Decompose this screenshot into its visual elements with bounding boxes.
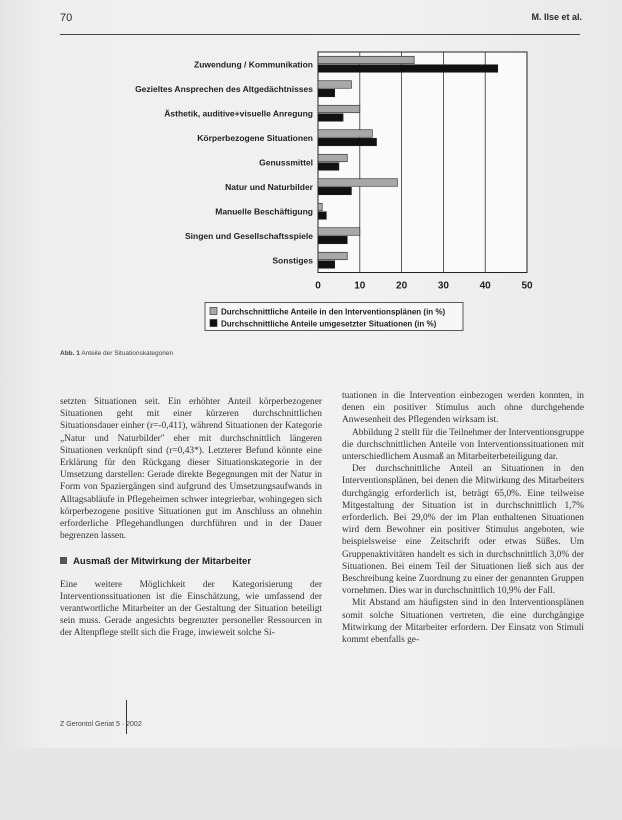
category-label: Sonstiges [272,255,313,266]
category-label: Zuwendung / Kommunikation [194,59,313,70]
section-heading-text: Ausmaß der Mitwirkung der Mitarbeiter [73,556,252,568]
bar-plan [318,105,360,113]
legend-swatch [210,308,217,315]
right-paragraph-1: tuationen in die Intervention einbezogen werden konnten, in denen ein positiver Stimulus auch ohne durchgehende Anwesenheit des Pflegenden wirksam ist. [342,391,584,426]
section-heading [60,556,322,568]
chart-tick-labels [315,281,533,292]
chart-legend [205,303,463,331]
bar-realized [318,163,339,171]
figure-caption [60,350,173,357]
category-label: Singen und Gesellschaftsspiele [184,230,313,241]
legend-entry: Durchschnittliche Anteile umgesetzter Situationen (in %) [221,319,437,329]
bar-realized [318,89,335,97]
legend-swatch [210,320,217,327]
right-column [342,390,584,646]
figure-caption-text: Anteile der Situationskategorien [81,350,174,357]
header-rule [60,34,580,35]
category-label: Genussmittel [259,157,313,168]
bar-plan [318,228,360,236]
right-paragraph-2: Abbildung 2 stellt für die Teilnehmer der Interventionsgruppe die durchschnittlichen Anteile von Interventionssituationen mit unterschiedlichem Ausmaß an Mitarbeiterbeteiligung dar. [342,427,584,463]
footer-citation: Z Gerontol Geriat 5 · 2002 [60,721,142,728]
bar-plan [318,154,347,162]
bar-plan [318,179,397,187]
running-author: M. Ilse et al. [531,12,582,22]
bar-plan [318,81,351,89]
x-tick-label: 30 [437,280,449,292]
bar-realized [318,261,335,269]
bar-realized [318,114,343,122]
footer-divider [126,700,127,734]
bar-realized [318,187,351,195]
left-paragraph-2: Eine weitere Möglichkeit der Kategorisierung der Interventionssituationen ist die Einschätzung, wie umfassend der verantwortliche Mitarbeiter an der Gestaltung der Situation beteiligt sein muss. Gerade angesichts begrenzter personeller Ressourcen in der Altenpflege stellt sich die Frage, inwieweit solche Si- [60,579,322,639]
chart-category-labels [135,59,314,265]
bar-plan [318,130,372,138]
bar-realized [318,65,498,73]
bar-plan [318,252,347,260]
bar-chart [0,40,622,340]
x-tick-label: 40 [479,280,491,292]
x-tick-label: 20 [396,280,408,292]
category-label: Natur und Naturbilder [225,181,313,192]
right-paragraph-3: Der durchschnittliche Anteil an Situationen in den Interventionsplänen, bei denen die Mitwirkung des Mitarbeiters durchgängig erforderlich ist, beträgt 65,0%. Eine teilweise Mitgestaltung der Situation ist in durchschnittlich 1,7% erforderlich. Bei 29,0% der im Plan enthaltenen Situationen wird dem Bewohner ein positiver Stimulus angeboten, wie beispielsweise eine Zeitschrift oder etwas Süßes. Um Gruppenaktivitäten handelt es sich in durchschnittlich 3,0% der Situationen. Bei einem Teil der Situationen ließ sich aus der Beschreibung keine Zuordnung zu einer der genannten Gruppen vornehmen. Dies war in durchschnittlich 10,9% der Fall. [342,464,584,597]
figure-caption-label: Abb. 1 [60,350,80,357]
x-tick-label: 50 [521,280,533,292]
legend-entry: Durchschnittliche Anteile in den Interventionsplänen (in %) [221,307,446,317]
bar-realized [318,236,347,244]
category-label: Ästhetik, auditive+visuelle Anregung [164,108,313,119]
left-paragraph-1: setzten Situationen seit. Ein erhöhter Anteil körperbezogener Situationen geht mit einer kürzeren durchschnittlichen Situationsdauer einher (r=-0,411), während Situationen der Kategorie „Natur und Naturbilder" eher mit durchschnittlich längeren Situationen verknüpft sind (r=0,43*). Letzterer Befund könnte eine Erklärung für den Rückgang dieser Situationskategorie in der Umsetzung darstellen: Gerade direkte Begegnungen mit der Natur in Form von Spaziergängen sind aufgrund des Umsetzungsaufwands in Alltagsabläufe in Pflegeheimen schwer integrierbar, wohingegen sich körperbezogene positive Situationen gut im Anschluss an ohnehin erforderliche Pflegehandlungen durchführen und in der Dauer begrenzen lassen. [60,397,322,542]
section-bullet-icon [60,557,67,564]
category-label: Körperbezogene Situationen [197,132,313,143]
page-number: 70 [60,12,73,24]
bar-plan [318,203,322,211]
x-tick-label: 0 [315,280,321,292]
right-paragraph-4: Mit Abstand am häufigsten sind in den Interventionsplänen somit solche Situationen vertreten, die eine durchgängige Mitwirkung der Mitarbeiter erfordern. Der Einsatz von Stimuli kommt ebenfalls ge- [342,598,584,646]
category-label: Manuelle Beschäftigung [215,206,313,217]
scan-margin [0,748,622,820]
bar-realized [318,138,377,146]
left-column [60,396,322,640]
category-label: Gezieltes Ansprechen des Altgedächtnisses [135,83,313,94]
x-tick-label: 10 [354,280,366,292]
bar-realized [318,212,326,220]
bar-plan [318,56,414,64]
